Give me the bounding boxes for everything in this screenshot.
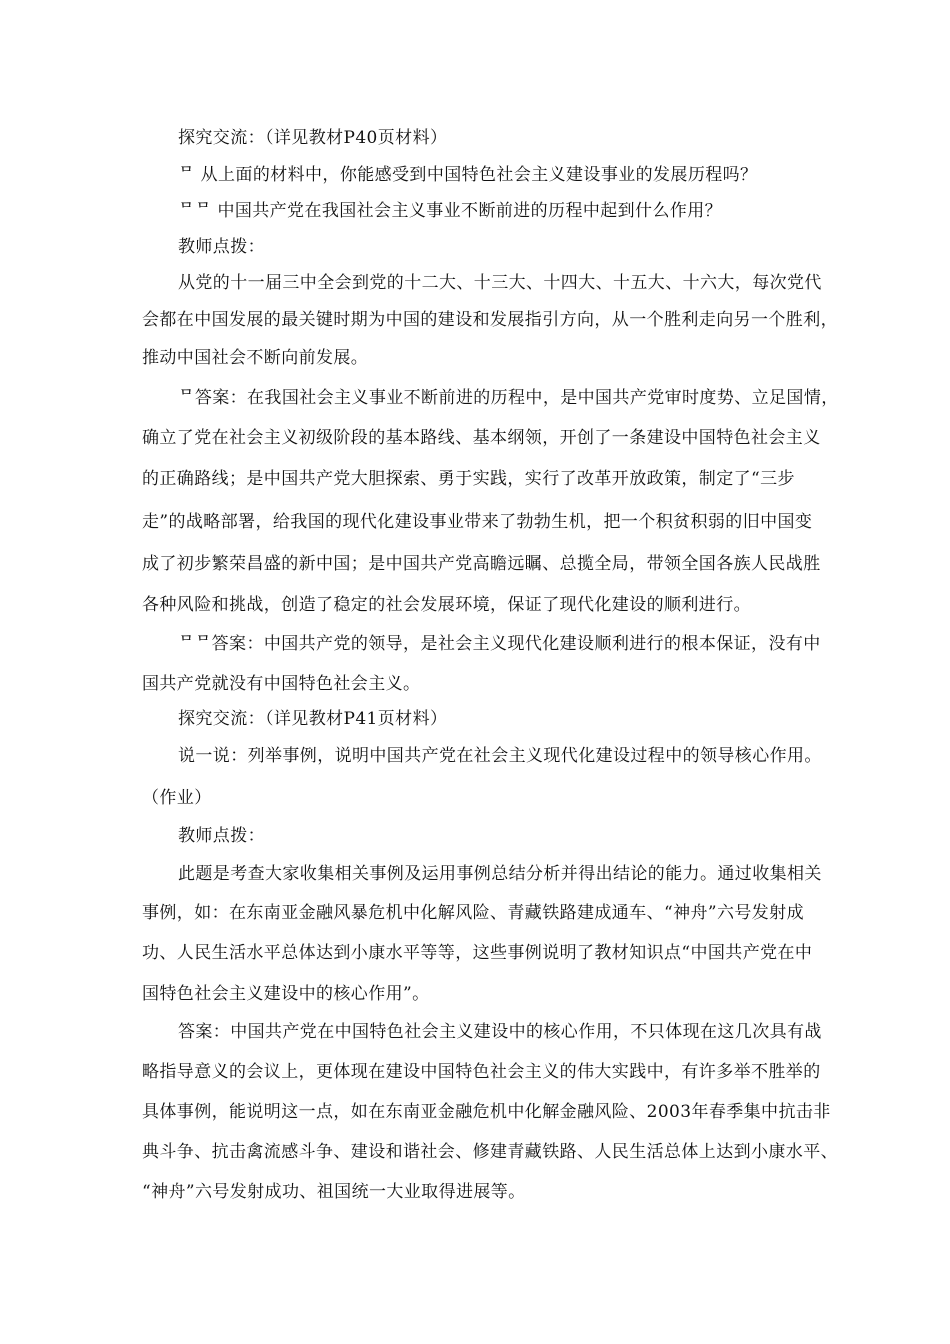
answer-1-line-2: 确立了党在社会主义初级阶段的基本路线、基本纲领，开创了一条建设中国特色社会主义 <box>142 428 821 448</box>
paragraph-tips-1-line-1: 从党的十一届三中全会到党的十二大、十三大、十四大、十五大、十六大，每次党代 <box>178 273 822 293</box>
answer-1-line-6: 各种风险和挑战，创造了稳定的社会发展环境，保证了现代化建设的顺利进行。 <box>142 595 751 615</box>
answer-3-line-1: 答案：中国共产党在中国特色社会主义建设中的核心作用，不只体现在这几次具有战 <box>178 1022 822 1042</box>
answer-3-line-5: “神舟”六号发射成功、祖国统一大业取得进展等。 <box>142 1182 526 1202</box>
answer-3-line-2: 略指导意义的会议上，更体现在建设中国特色社会主义的伟大实践中，有许多举不胜举的 <box>142 1062 821 1082</box>
paragraph-tips-2-line-2: 事例，如：在东南亚金融风暴危机中化解风险、青藏铁路建成通车、“神舟”六号发射成 <box>142 903 804 923</box>
heading-explore-exchange-p40: 探究交流：（详见教材P40页材料） <box>178 128 448 148</box>
paragraph-tips-1-line-2: 会都在中国发展的最关键时期为中国的建设和发展指引方向，从一个胜利走向另一个胜利， <box>142 310 838 330</box>
answer-1-line-4: 走”的战略部署，给我国的现代化建设事业带来了勃勃生机，把一个积贫积弱的旧中国变 <box>142 512 813 532</box>
question-2: ᄆᄆ 中国共产党在我国社会主义事业不断前进的历程中起到什么作用？ <box>178 201 723 221</box>
paragraph-tips-2-line-4: 国特色社会主义建设中的核心作用”。 <box>142 984 430 1004</box>
paragraph-tips-1-line-3: 推动中国社会不断向前发展。 <box>142 348 369 368</box>
paragraph-tips-2-line-3: 功、人民生活水平总体达到小康水平等等，这些事例说明了教材知识点“中国共产党在中 <box>142 943 813 963</box>
answer-2-line-1: ᄆᄆ答案：中国共产党的领导，是社会主义现代化建设顺利进行的根本保证，没有中 <box>178 634 821 654</box>
answer-1-line-3: 的正确路线；是中国共产党大胆探索、勇于实践，实行了改革开放政策，制定了“三步 <box>142 469 795 489</box>
heading-teacher-tips-1: 教师点拨： <box>178 237 265 257</box>
answer-3-line-3: 具体事例，能说明这一点，如在东南亚金融危机中化解金融风险、2003年春季集中抗击非 <box>142 1102 831 1122</box>
say-one-say-line-1: 说一说：列举事例，说明中国共产党在社会主义现代化建设过程中的领导核心作用。 <box>178 746 822 766</box>
heading-teacher-tips-2: 教师点拨： <box>178 826 265 846</box>
answer-3-line-4: 典斗争、抗击禽流感斗争、建设和谐社会、修建青藏铁路、人民生活总体上达到小康水平、 <box>142 1142 838 1162</box>
heading-explore-exchange-p41: 探究交流：（详见教材P41页材料） <box>178 709 448 729</box>
answer-1-line-1: ᄆ答案：在我国社会主义事业不断前进的历程中，是中国共产党审时度势、立足国情， <box>178 388 839 408</box>
say-one-say-line-2: （作业） <box>142 788 212 808</box>
answer-2-line-2: 国共产党就没有中国特色社会主义。 <box>142 674 421 694</box>
question-1: ᄆ 从上面的材料中，你能感受到中国特色社会主义建设事业的发展历程吗？ <box>178 165 758 185</box>
answer-1-line-5: 成了初步繁荣昌盛的新中国；是中国共产党高瞻远瞩、总揽全局，带领全国各族人民战胜 <box>142 554 821 574</box>
paragraph-tips-2-line-1: 此题是考查大家收集相关事例及运用事例总结分析并得出结论的能力。通过收集相关 <box>178 864 822 884</box>
